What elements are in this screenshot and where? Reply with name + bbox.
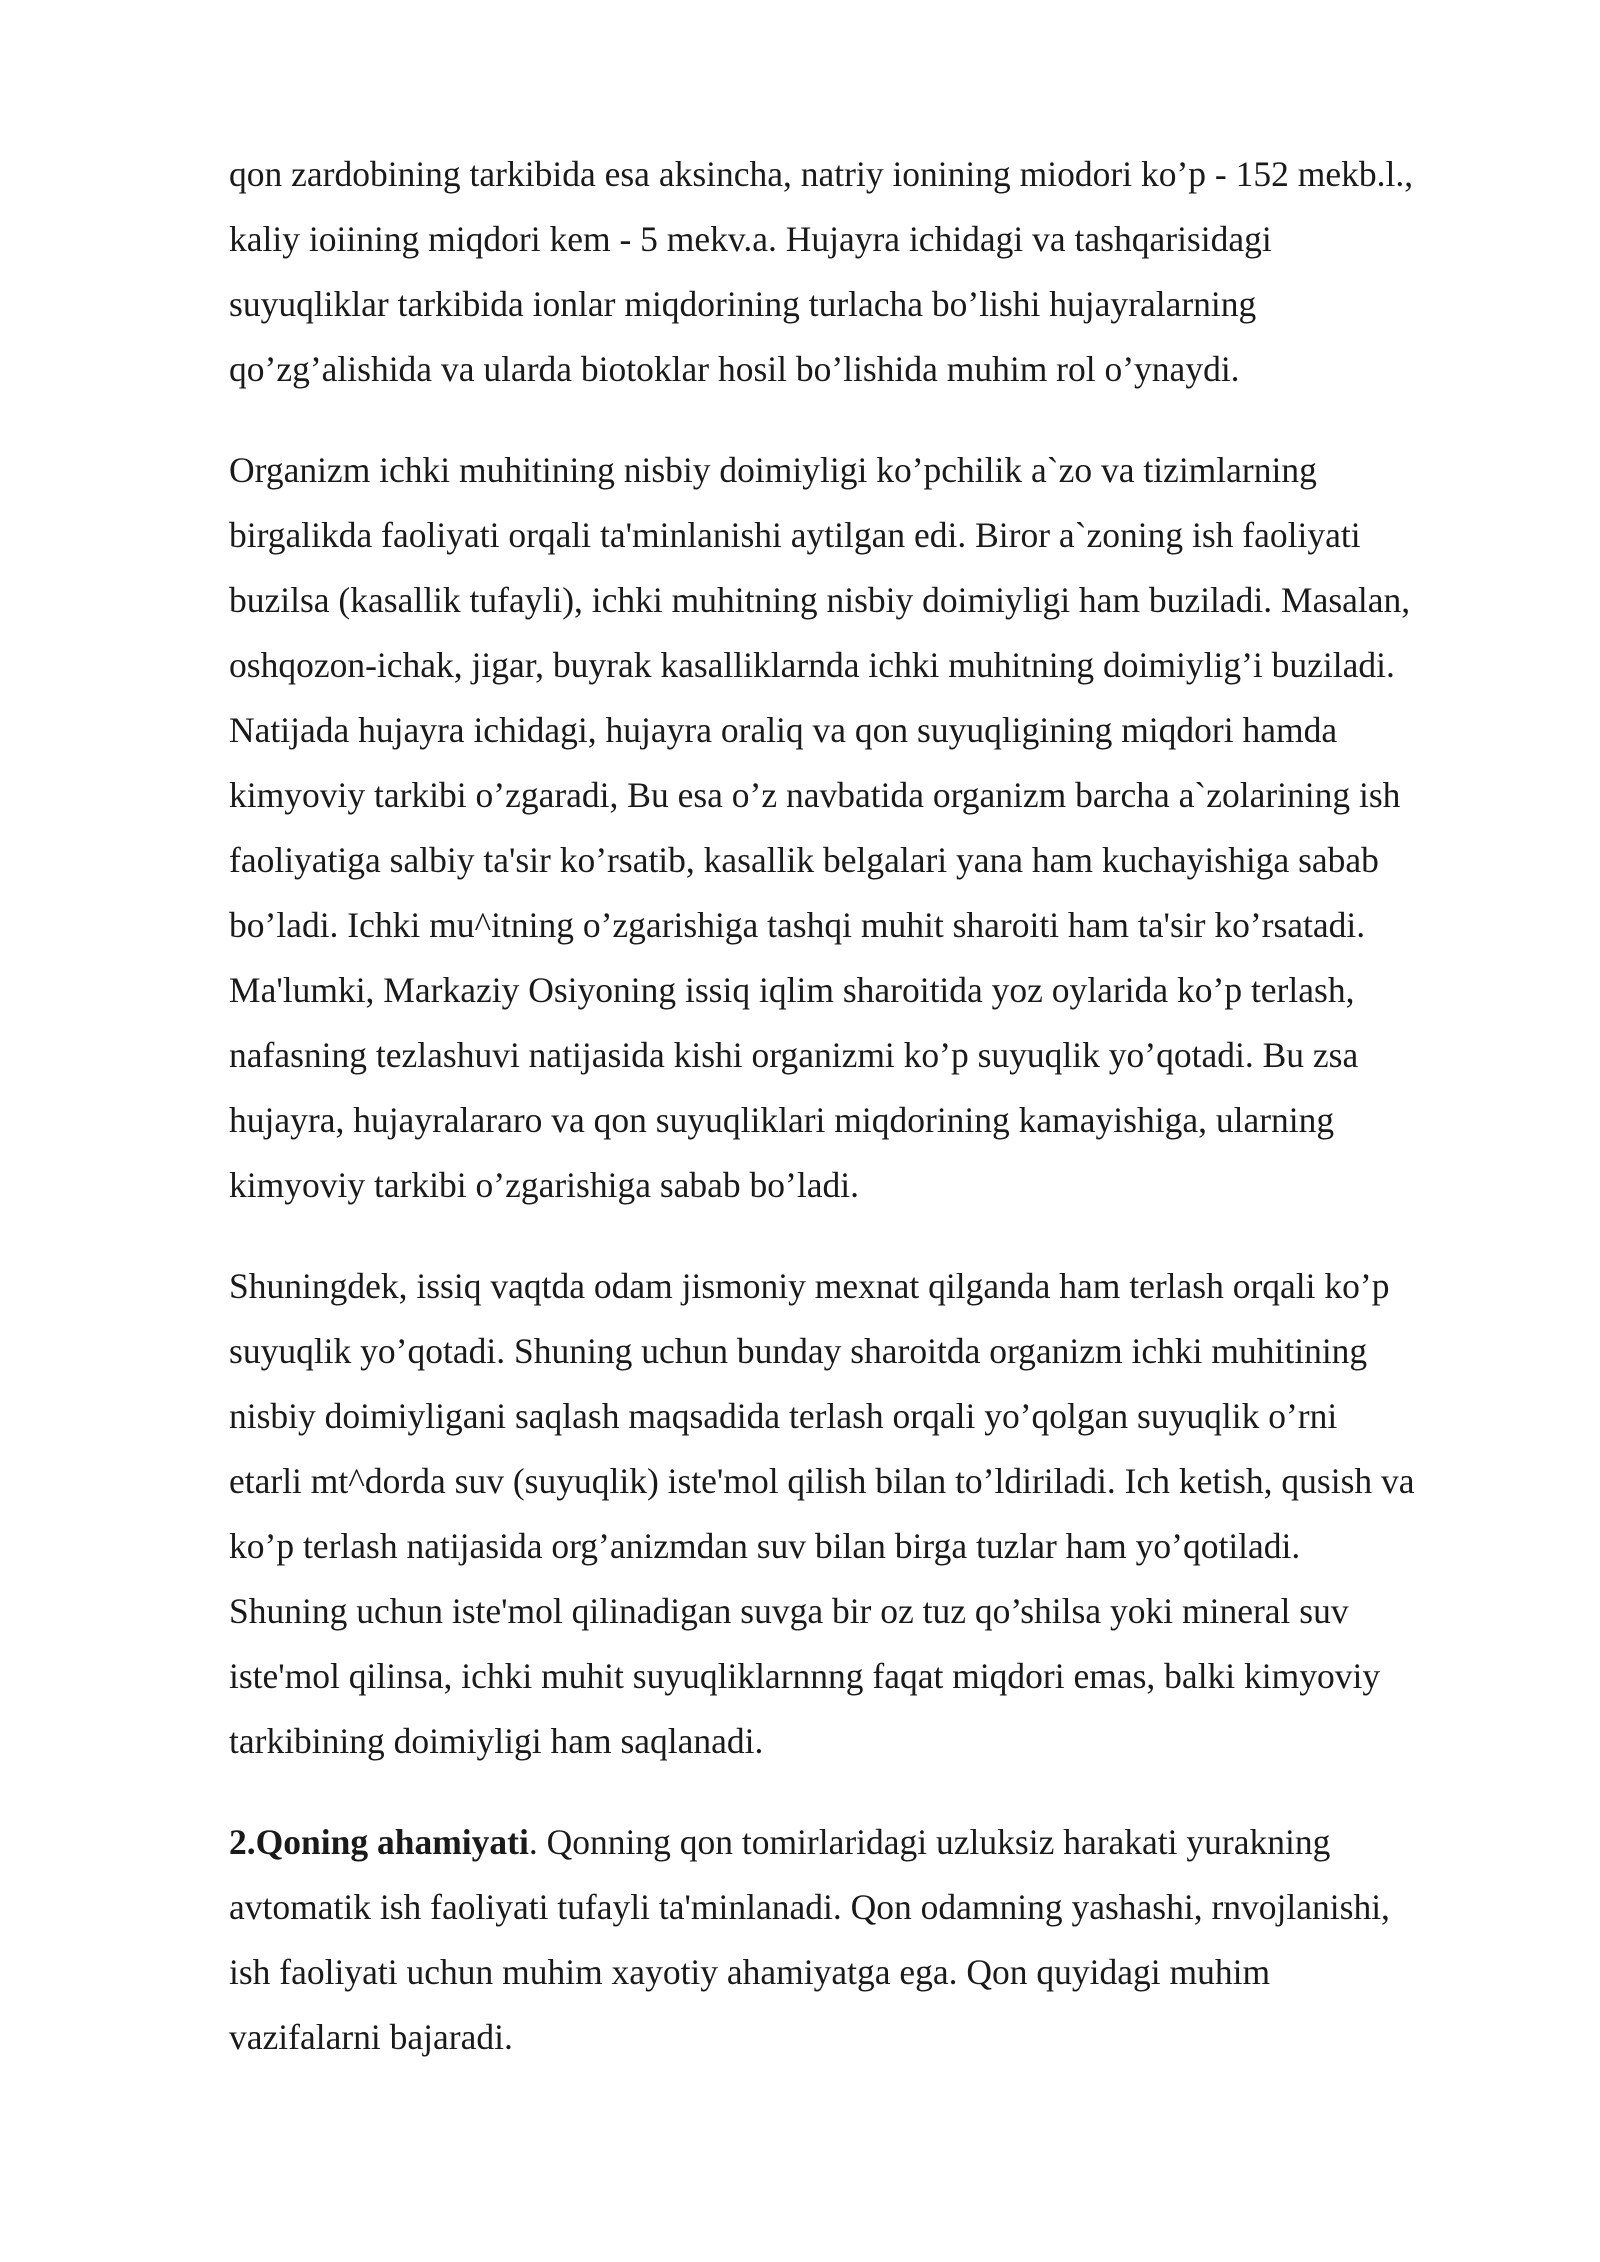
text-line: Shuningdek, issiq vaqtda odam jismoniy mexnat qilganda ham terlash orqali ko’p [229,1266,1390,1306]
text-line: nafasning tezlashuvi natijasida kishi organizmi ko’p suyuqlik yo’qotadi. Bu zsa [229,1035,1359,1075]
text-line: suyuqlik yo’qotadi. Shuning uchun bunday sharoitda organizm ichki muhitining [229,1331,1368,1371]
section-heading: 2.Qoning ahamiyati [229,1822,529,1862]
document-body [229,142,1499,2106]
text-line: nisbiy doimiyligani saqlash maqsadida terlash orqali yo’qolgan suyuqlik o’rni [229,1396,1338,1436]
text-line: iste'mol qilinsa, ichki muhit suyuqliklarnnng faqat miqdori emas, balki kimyoviy [229,1656,1381,1696]
text-line: birgalikda faoliyati orqali ta'minlanishi aytilgan edi. Biror a`zoning ish faoliyati [229,515,1361,555]
text-line: qo’zg’alishida va ularda biotoklar hosil bo’lishida muhim rol o’ynaydi. [229,349,1240,389]
paragraph-internal-environment [229,438,1499,1218]
text-line: faoliyatiga salbiy ta'sir ko’rsatib, kasallik belgalari yana ham kuchayishiga sabab [229,840,1379,880]
text-line: Ma'lumki, Markaziy Osiyoning issiq iqlim sharoitida yoz oylarida ko’p terlash, [229,970,1355,1010]
text-line: tarkibining doimiyligi ham saqlanadi. [229,1721,764,1761]
text-line: buzilsa (kasallik tufayli), ichki muhitning nisbiy doimiyligi ham buziladi. Masalan, [229,580,1411,620]
paragraph-sweating [229,1254,1499,1774]
text-line: avtomatik ish faoliyati tufayli ta'minlanadi. Qon odamning yashashi, rnvojlanishi, [229,1887,1390,1927]
text-line: ish faoliyati uchun muhim xayotiy ahamiyatga ega. Qon quyidagi muhim [229,1952,1271,1992]
text-line: etarli mt^dorda suv (suyuqlik) iste'mol qilish bilan to’ldiriladi. Ich ketish, qusish va [229,1461,1415,1501]
text-line: Organizm ichki muhitining nisbiy doimiyligi ko’pchilik a`zo va tizimlarning [229,450,1317,490]
paragraph-blood-importance [229,1810,1499,2070]
text-line: ko’p terlash natijasida org’anizmdan suv bilan birga tuzlar ham yo’qotiladi. [229,1526,1301,1566]
text-line: Natijada hujayra ichidagi, hujayra oraliq va qon suyuqligining miqdori hamda [229,710,1338,750]
text-line: bo’ladi. Ichki mu^itning o’zgarishiga tashqi muhit sharoiti ham ta'sir ko’rsatadi. [229,905,1366,945]
text-line: suyuqliklar tarkibida ionlar miqdorining turlacha bo’lishi hujayralarning [229,284,1257,324]
text-line: kimyoviy tarkibi o’zgarishiga sabab bo’ladi. [229,1165,859,1205]
text-line: kimyoviy tarkibi o’zgaradi, Bu esa o’z navbatida organizm barcha a`zolarining ish [229,775,1401,815]
text-line: hujayra, hujayralararo va qon suyuqliklari miqdorining kamayishiga, ularning [229,1100,1335,1140]
text-line: vazifalarni bajaradi. [229,2017,513,2057]
paragraph-ion-composition [229,142,1499,402]
section-first-line-text: . Qonning qon tomirlaridagi uzluksiz harakati yurakning [528,1822,1331,1862]
section-first-line [229,1810,1499,1875]
text-line: qon zardobining tarkibida esa aksincha, natriy ionining miodori ko’p - 152 mekb.l., [229,154,1414,194]
text-line: oshqozon-ichak, jigar, buyrak kasalliklarnda ichki muhitning doimiylig’i buziladi. [229,645,1395,685]
text-line: kaliy ioiining miqdori kem - 5 mekv.a. Hujayra ichidagi va tashqarisidagi [229,219,1272,259]
text-line: Shuning uchun iste'mol qilinadigan suvga bir oz tuz qo’shilsa yoki mineral suv [229,1591,1349,1631]
